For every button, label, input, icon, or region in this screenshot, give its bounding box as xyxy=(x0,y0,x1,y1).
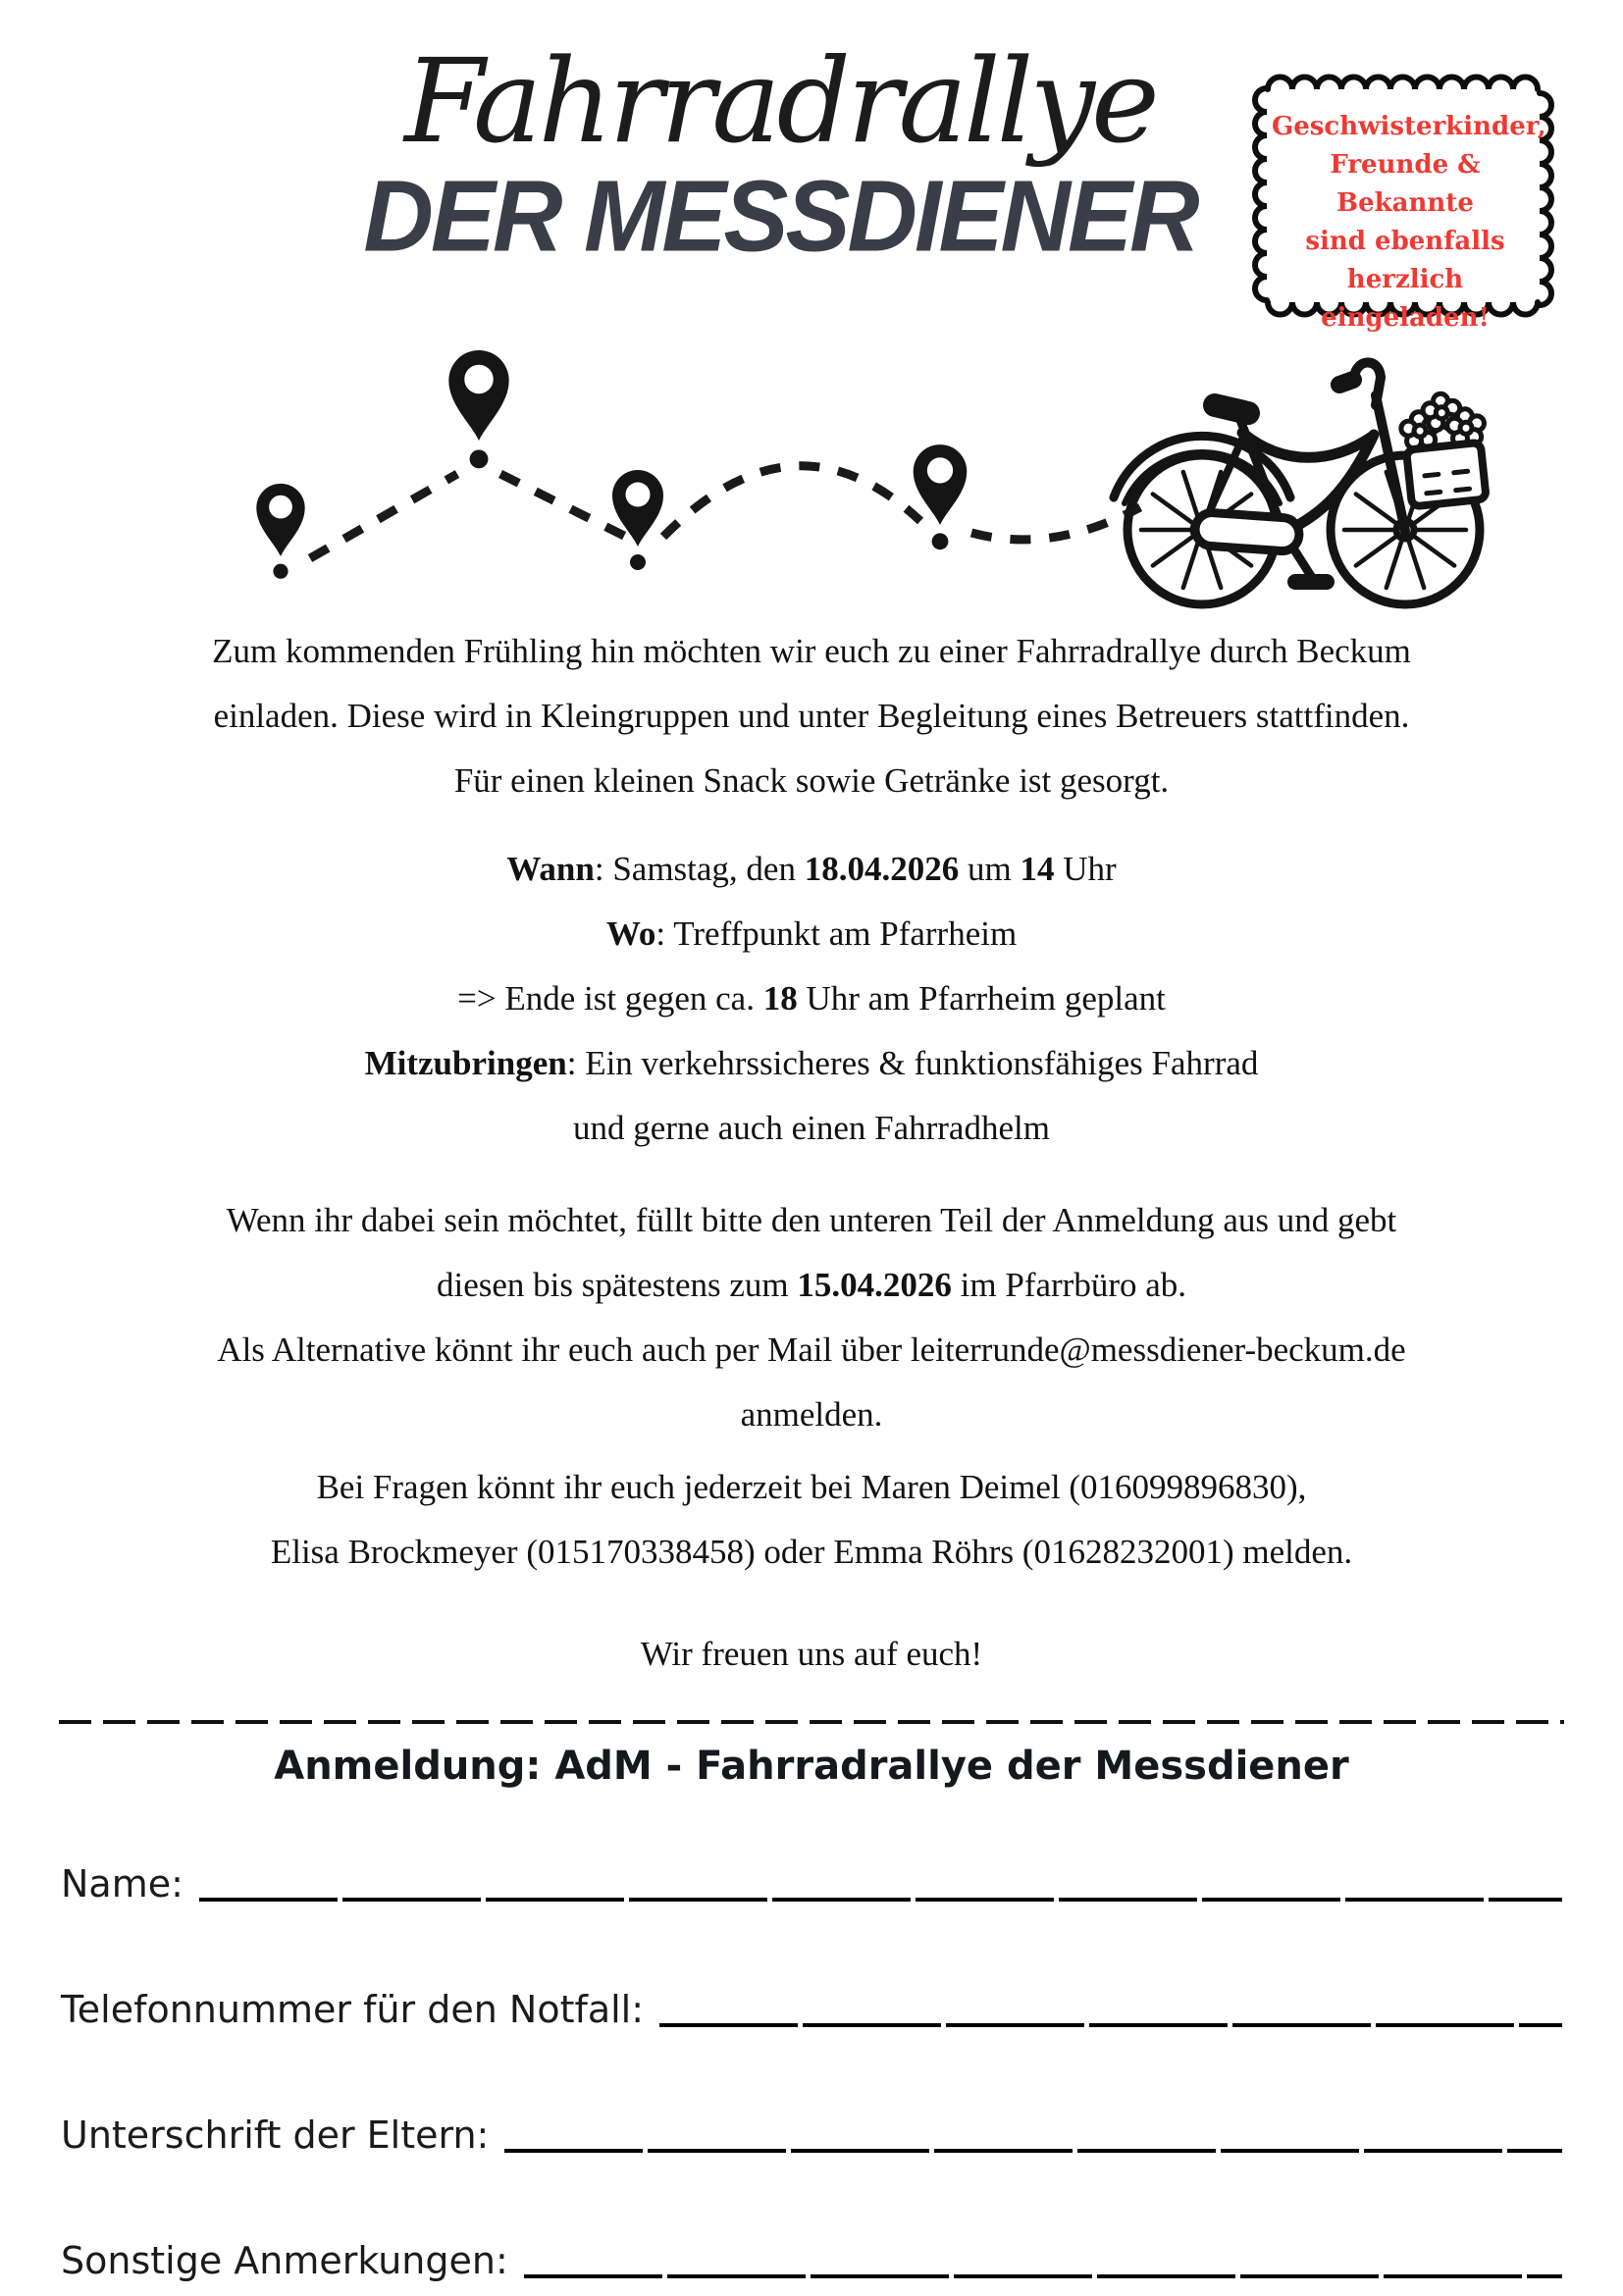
text-line: anmelden. xyxy=(740,1395,883,1434)
form-heading: Anmeldung: AdM - Fahrradrallye der Messdiener xyxy=(274,1744,1349,1789)
field-write-line xyxy=(199,1898,1562,1902)
route-dashed-path xyxy=(310,466,1140,558)
bicycle-icon xyxy=(1114,362,1492,604)
form-field-row-phone xyxy=(61,1987,1562,2032)
text-line: Wo: Treffpunkt am Pfarrheim xyxy=(605,914,1018,953)
text-line: diesen bis spätestens zum 15.04.2026 im Pfarrbüro ab. xyxy=(436,1266,1187,1304)
route-illustration xyxy=(0,339,1623,613)
cut-here-dashed-line xyxy=(59,1720,1564,1724)
title-script: Fahrradrallye xyxy=(404,33,1156,169)
text-line: und gerne auch einen Fahrradhelm xyxy=(573,1109,1050,1147)
form-field-row-name xyxy=(61,1861,1562,1906)
flower-basket-icon xyxy=(1398,390,1492,507)
header xyxy=(0,0,1623,339)
text-line: => Ende ist gegen ca. 18 Uhr am Pfarrheim geplant xyxy=(457,979,1166,1018)
closing-line xyxy=(0,1622,1623,1687)
field-label: Telefonnummer für den Notfall: xyxy=(61,1988,645,2031)
text-line: Wir freuen uns auf euch! xyxy=(640,1635,983,1673)
text-line: Freunde & Bekannte xyxy=(1330,150,1481,218)
badge-text xyxy=(1272,108,1546,338)
contact-info xyxy=(0,1455,1623,1585)
intro-paragraph xyxy=(0,619,1623,813)
form-field-row-signature xyxy=(61,2113,1562,2158)
map-pin-icon xyxy=(448,350,508,468)
map-pin-icon xyxy=(914,444,968,549)
text-line: Elisa Brockmeyer (015170338458) oder Emma Röhrs (01628232001) melden. xyxy=(270,1533,1353,1571)
field-label: Unterschrift der Eltern: xyxy=(61,2113,490,2157)
map-pin-icon xyxy=(256,484,304,579)
body-text xyxy=(0,619,1623,1687)
registration-form xyxy=(61,1861,1562,2283)
text-line: Geschwisterkinder, xyxy=(1272,112,1546,141)
text-line: sind ebenfalls xyxy=(1305,227,1505,256)
text-line: Zum kommenden Frühling hin möchten wir euch zu einer Fahrradrallye durch Beckum xyxy=(212,632,1411,670)
text-line: einladen. Diese wird in Kleingruppen und unter Begleitung eines Betreuers stattfinden. xyxy=(213,697,1410,735)
text-line: Wann: Samstag, den 18.04.2026 um 14 Uhr xyxy=(506,850,1117,888)
title-main: DER MESSDIENER xyxy=(363,158,1197,273)
field-write-line xyxy=(659,2023,1562,2027)
field-write-line xyxy=(524,2274,1562,2278)
field-label: Sonstige Anmerkungen: xyxy=(61,2239,508,2282)
text-line: Wenn ihr dabei sein möchtet, füllt bitte den unteren Teil der Anmeldung aus und gebt xyxy=(226,1201,1397,1239)
text-line: Bei Fragen könnt ihr euch jederzeit bei Maren Deimel (016099896830), xyxy=(316,1468,1307,1506)
text-line: Mitzubringen: Ein verkehrssicheres & funktionsfähiges Fahrrad xyxy=(364,1044,1259,1082)
text-line: herzlich eingeladen! xyxy=(1321,265,1490,333)
text-line: Als Alternative könnt ihr euch auch per Mail über leiterrunde@messdiener-beckum.de xyxy=(217,1331,1406,1369)
map-pin-icon xyxy=(612,470,663,570)
form-field-row-remarks xyxy=(61,2238,1562,2283)
event-details xyxy=(0,837,1623,1161)
field-write-line xyxy=(504,2149,1562,2153)
invitation-badge xyxy=(1244,69,1562,333)
text-line: Für einen kleinen Snack sowie Getränke ist gesorgt. xyxy=(453,761,1170,800)
title-block xyxy=(177,27,1384,273)
registration-info xyxy=(0,1188,1623,1447)
field-label: Name: xyxy=(61,1862,183,1905)
